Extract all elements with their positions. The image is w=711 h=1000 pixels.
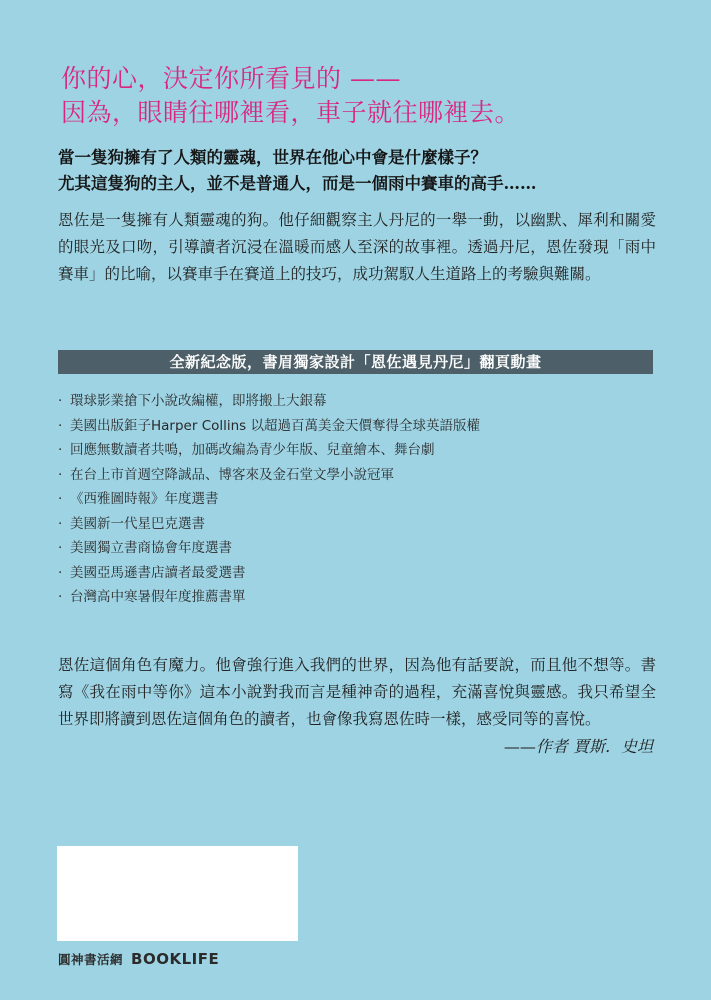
lead-line-2: 尤其這隻狗的主人，並不是普通人，而是一個雨中賽車的高手…… [58, 174, 537, 193]
list-item: · 美國獨立書商協會年度選書 [58, 536, 658, 561]
list-item: · 台灣高中寒暑假年度推薦書單 [58, 585, 658, 610]
list-item: · 回應無數讀者共鳴，加碼改編為青少年版、兒童繪本、舞台劇 [58, 438, 658, 463]
bullet-icon: · [58, 466, 63, 483]
list-item: · 在台上市首週空降誠品、博客來及金石堂文學小說冠軍 [58, 463, 658, 488]
edition-banner: 全新紀念版，書眉獨家設計「恩佐遇見丹尼」翻頁動畫 [58, 350, 653, 374]
bullet-icon: · [58, 589, 63, 605]
list-item: · 美國新一代星巴克選書 [58, 512, 658, 537]
bullet-icon: · [58, 442, 63, 458]
lead-line-1: 當一隻狗擁有了人類的靈魂，世界在他心中會是什麼樣子？ [58, 148, 487, 167]
intro-paragraph: 恩佐是一隻擁有人類靈魂的狗。他仔細觀察主人丹尼的一舉一動，以幽默、犀利和關愛的眼光及口吻，引導讀者沉浸在溫暖而感人至深的故事裡。透過丹尼，恩佐發現「雨中賽車」的比喻，以賽車手在賽道上的技巧，成功駕馭人生道路上的考驗與難關。 [58, 211, 656, 283]
headline-line-1: 你的心，決定你所看見的 —— [61, 64, 401, 93]
headline-line-2: 因為，眼睛往哪裡看，車子就往哪裡去。 [61, 98, 521, 127]
bullet-icon: · [58, 417, 63, 434]
quote-attribution: ——作者 賈斯．史坦 [503, 737, 653, 756]
barcode-placeholder [57, 846, 298, 941]
bullet-icon: · [58, 393, 63, 409]
list-item: · 美國出版鉅子Harper Collins 以超過百萬美金天價奪得全球英語版權 [58, 414, 658, 439]
publisher-name: 圓神書活網 [58, 952, 124, 967]
booklife-logo: BOOKLIFE [131, 950, 220, 968]
headline [61, 62, 520, 130]
author-quote: 恩佐這個角色有魔力。他會強行進入我們的世界，因為他有話要說，而且他不想等。書寫《我在雨中等你》這本小說對我而言是種神奇的過程，充滿喜悅與靈感。我只希望全世界即將讀到恩佐這個角色的讀者，也會像我寫恩佐時一樣，感受同等的喜悅。 [58, 656, 656, 728]
bullet-icon: · [58, 491, 63, 507]
lead-paragraph [58, 145, 658, 197]
bullet-icon: · [58, 515, 63, 532]
list-item: · 美國亞馬遜書店讀者最愛選書 [58, 561, 658, 586]
awards-list [58, 389, 658, 610]
publisher-logo [58, 950, 219, 968]
bullet-icon: · [58, 564, 63, 581]
bullet-icon: · [58, 540, 63, 556]
list-item: · 環球影業搶下小說改編權，即將搬上大銀幕 [58, 389, 658, 414]
list-item: · 《西雅圖時報》年度選書 [58, 487, 658, 512]
